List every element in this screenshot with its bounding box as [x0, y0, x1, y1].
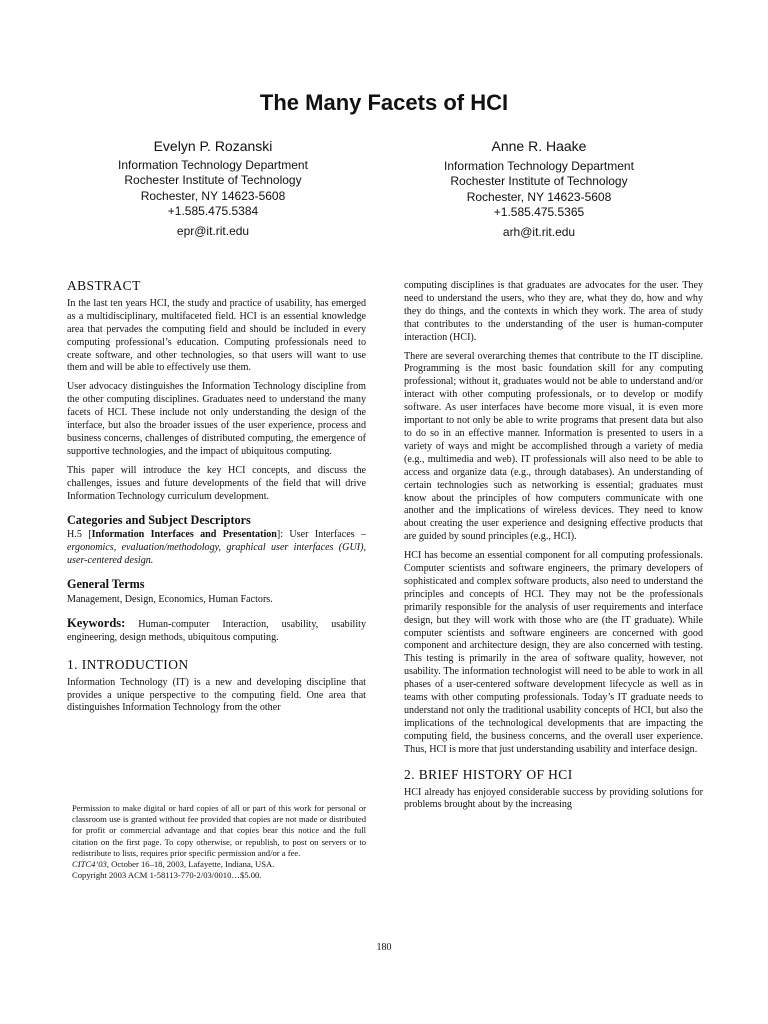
paper-title: The Many Facets of HCI: [259, 90, 509, 115]
left-column: [67, 280, 366, 721]
categories-heading: Categories and Subject Descriptors: [67, 512, 251, 527]
author-department: Information Technology Department: [444, 158, 634, 173]
abstract-paragraph: This paper will introduce the key HCI concepts, and discuss the challenges, issues and future developments of the field that will drive Information Technology curriculum development.: [67, 464, 366, 502]
keywords-heading: Keywords:: [67, 615, 126, 630]
body-paragraph: HCI already has enjoyed considerable success by providing solutions for problems brought about by the increasing: [404, 786, 703, 811]
author-phone: +1.585.475.5384: [167, 204, 259, 218]
page-number: 180: [376, 942, 392, 953]
intro-heading: 1. INTRODUCTION: [67, 656, 189, 672]
abstract-heading: ABSTRACT: [67, 278, 141, 293]
conference-name: CITC4’03: [72, 859, 107, 870]
category-bold: Information Interfaces and Presentation: [91, 529, 277, 541]
general-terms-heading: General Terms: [67, 577, 145, 592]
abstract-paragraph: User advocacy distinguishes the Information Technology discipline from the other computing disciplines. Graduates need to understand the many facets of HCI. These include not only understanding the design of the interface, but also the broader issues of the user experience, process and business concerns, challenges of distributed computing, the emergence of supportive technologies, and the impact of ubiquitous computing.: [67, 381, 366, 457]
copyright-line: Copyright 2003 ACM 1-58113-770-2/03/0010…$5.00.: [72, 870, 262, 881]
author-city: Rochester, NY 14623-5608: [466, 189, 612, 204]
author-block-2: [389, 139, 689, 240]
keywords-text: [67, 617, 366, 645]
body-paragraph: There are several overarching themes that contribute to the IT discipline. Programming is the most basic foundation skill for any computing professional; without it, graduates would not be able to understand and/or interact with other computing professionals, or to develop or modify software. As user interfaces have become more visual, it is even more important to not only be able to write programs that present data but also to do so in an effective manner. Information is presented to users in a variety of ways and might be accomplished through a variety of media (e.g., multimedia and web). IT professionals will also need to be able to access and organize data (e.g., through databases). An understanding of certain technologies such as networking is essential; graduates must know about the principles of how computers communicate with one another and the implications of wireless devices. They need to know about creating the user experience and designing effective products that are guided by sound principles (e.g., HCI).: [404, 350, 703, 543]
author-name: Evelyn P. Rozanski: [153, 138, 273, 154]
author-email: epr@it.rit.edu: [176, 223, 250, 238]
author-department: Information Technology Department: [118, 157, 308, 172]
author-name: Anne R. Haake: [491, 138, 587, 154]
categories-text: [67, 529, 366, 568]
author-city: Rochester, NY 14623-5608: [140, 188, 286, 203]
category-code: H.5 [: [67, 529, 92, 541]
author-email: arh@it.rit.edu: [502, 224, 576, 239]
permission-notice: [72, 803, 366, 881]
conference-line: [72, 859, 366, 870]
abstract-paragraph: In the last ten years HCI, the study and practice of usability, has emerged as a multidisciplinary, multifaceted field. HCI is an essential knowledge area that pervades the computing field and should be included in every computing professional’s education. Computing professionals need to create software, and other technologies, so that users will want to use them and will be able to effectively use them.: [67, 297, 366, 374]
history-heading: 2. BRIEF HISTORY OF HCI: [404, 766, 573, 782]
body-paragraph: HCI has become an essential component for all computing professionals. Computer scientists and software engineers, the primary developers of sophisticated and complex software products, also need to understand the principles and concepts of HCI. They may not be the professionals primarily responsible for the analysis of user requirements and interface design, but they will work with those who are (the IT graduate). While computer scientists and software engineers are concerned with good component and architecture design, they are also concerned with testing. This testing is primarily in the area of software quality, however, not usability. The information technologist will need to be able to work in all phases of a user-centered software development lifecycle as well as in teams with other computing professionals. Today’s IT graduate needs to understand not only the traditional usability concepts of HCI, but also the implications of the technological developments that are impacting the computing field, the business concerns, and the overall user experience. Thus, HCI is more that just understanding usability and interface design.: [404, 550, 703, 755]
right-column: [404, 280, 703, 818]
keywords-list: Human-computer Interaction, usability, usability engineering, design methods, ubiquitous computing.: [67, 618, 366, 643]
general-terms-text: Management, Design, Economics, Human Factors.: [67, 594, 273, 606]
body-paragraph: computing disciplines is that graduates are advocates for the user. They need to understand the users, who they are, what they do, how and why they do things, and the contexts in which they work. The area of study that contributes to the understanding of the user is human-computer interaction (HCI).: [404, 280, 703, 343]
category-italic: ergonomics, evaluation/methodology, graphical user interfaces (GUI), user-centered design.: [67, 542, 366, 567]
author-phone: +1.585.475.5365: [493, 205, 585, 219]
category-mid: ]: User Interfaces –: [276, 529, 366, 541]
intro-paragraph: Information Technology (IT) is a new and developing discipline that provides a unique perspective to the computing field. One area that distinguishes Information Technology from the other: [67, 676, 366, 714]
conference-details: , October 16–18, 2003, Lafayette, Indiana, USA.: [106, 859, 275, 870]
author-block-1: [63, 139, 363, 239]
author-institution: Rochester Institute of Technology: [124, 173, 302, 187]
author-institution: Rochester Institute of Technology: [450, 174, 628, 188]
permission-text: Permission to make digital or hard copies of all or part of this work for personal or classroom use is granted without fee provided that copies are not made or distributed for profit or commercial advantage and that copies bear this notice and the full citation on the first page. To copy otherwise, or republish, to post on servers or to redistribute to lists, requires prior specific permission and/or a fee.: [72, 803, 366, 858]
